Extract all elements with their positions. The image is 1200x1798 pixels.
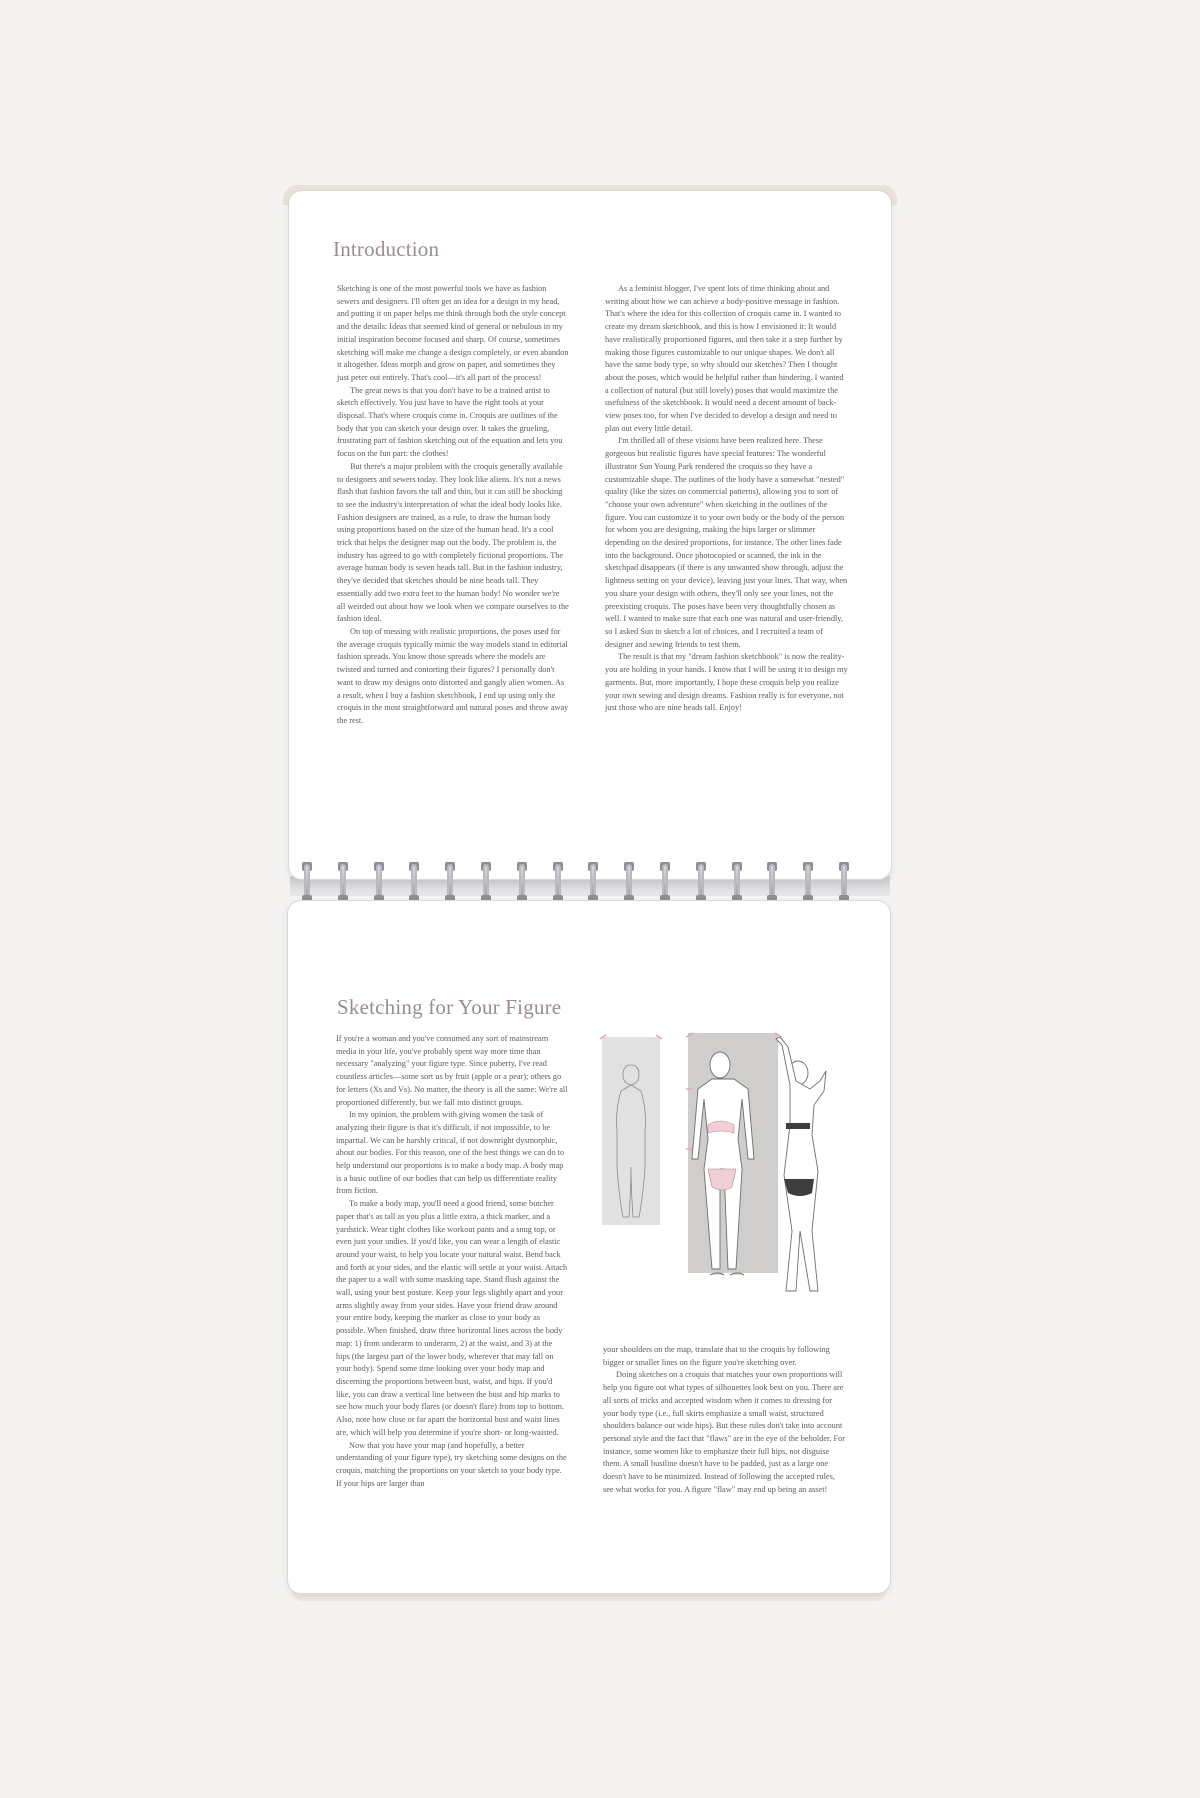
paragraph: Now that you have your map (and hopefully, a better understanding of your figure type), try sketching some designs on the croquis, matching the proportions on your sketch to your body type. If your hips are larger than (336, 1440, 567, 1488)
figure-section-title: Sketching for Your Figure (337, 995, 562, 1019)
paragraph: As a feminist blogger, I've spent lots of time thinking about and writing about how we can achieve a body-positive message in fashion. That's where the idea for this collection of croquis came in. I wanted to create my dream sketchbook, and this is how I envisioned it: It would have realistically proportioned figures, and then take it a step further by making those figures customizable to our unique shapes. We don't all have the same body type, so why should our sketches? Then I thought about the poses, which would be helpful rather than hindering. I wanted a collection of natural (but still lovely) poses that would maximize the usefulness of the sketchbook. It would need a decent amount of back-view poses too, for when I've decided to develop a design and need to plan out every little detail. (605, 284, 844, 433)
underwear (708, 1169, 736, 1190)
paragraph: The result is that my "dream fashion sketchbook" is now the reality-you are holding in your hands. I know that I will be using it to design my garments. But, more importantly, I hope these croquis help you realize your own sewing and design dreams. Fashion really is for everyone, not just those who are nine heads tall. Enjoy! (605, 652, 848, 713)
figure-left-column (336, 1033, 568, 1490)
paragraph: The great news is that you don't have to be a trained artist to sketch effectively. You just have to have the right tools at your disposal. That's where croquis come in. Croquis are outlines of the body that you can sketch your design over. It takes the grueling, frustrating part of fashion sketching out of the equation and lets you focus on the fun part: the clothes! (337, 385, 563, 459)
introduction-title: Introduction (333, 237, 440, 261)
bra (708, 1121, 734, 1133)
paragraph: But there's a major problem with the croquis generally available to designers and sewers today. They look like aliens. It's not a news flash that fashion favors the tall and thin, but it can still be shocking to see the industry's interpretation of what the ideal body looks like. Fashion designers are trained, as a rule, to draw the human body using proportions based on the size of the human head. It's a cool trick that helps the designer map out the body. The problem is, the industry has agreed to go with completely fictional proportions. The average human body is seven heads tall. But in the fashion industry, they've decided that sketches should be nine heads tall. They essentially add two extra feet to the human body! No wonder we're all weirded out about how we look when we compare ourselves to the fashion ideal. (337, 461, 569, 624)
introduction-left-column (337, 283, 569, 728)
paragraph: If you're a woman and you've consumed any sort of mainstream media in your life, you've probably spent way more time than necessary "analyzing" your figure type. Since puberty, I've read countless articles—some sort us by fruit (apple or a pear); others go for letters (Xs and Vs). No matter, the theory is all the same: We're all proportioned differently, but we fall into distinct groups. (336, 1034, 568, 1107)
slippers (710, 1273, 744, 1275)
paragraph: In my opinion, the problem with giving women the task of analyzing their figure is that it's difficult, if not impossible, to be impartial. We can be harshly critical, if not downright dysmorphic, about our bodies. For this reason, one of the best things we can do to help understand our proportions is to make a body map. A body map is a basic outline of our bodies that can help us differentiate reality from fiction. (336, 1110, 565, 1196)
paragraph: your shoulders on the map, translate that to the croquis by following bigger or smaller lines on the figure you're sketching over. (603, 1345, 830, 1367)
page-sketching-for-your-figure (287, 900, 891, 1594)
paragraph: To make a body map, you'll need a good friend, some butcher paper that's as tall as you plus a little extra, a thick marker, and a yardstick. Wear tight clothes like workout pants and a snug top, or even just your undies. If you'd like, you can wear a length of elastic around your waist, to help you locate your natural waist. Bend back and forth at your sides, and the elastic will settle at your waist. Attach the paper to a wall with some masking tape. Stand flush against the wall, using your best posture. Keep your legs slightly apart and your arms slightly away from your sides. Have your friend draw around your entire body, keeping the marker as close to your body as possible. When finished, draw three horizontal lines across the body map: 1) from underarm to underarm, 2) at the waist, and 3) at the hips (the largest part of the lower body, wherever that may fall on your body). Spend some time looking over your body map and discerning the proportions between bust, waist, and hips. If you'd like, you can draw a vertical line between the bust and hip marks to see how much your body flares (or doesn't flare) from top to bottom. Also, note how close or far apart the horizontal bust and waist lines are, which will help you determine if you're short- or long-waisted. (336, 1199, 568, 1437)
paragraph: On top of messing with realistic proportions, the poses used for the average croquis typically mimic the way models stand in editorial fashion spreads. You know those spreads where the models are twisted and turned and contorting their figures? I personally don't want to draw my designs onto distorted and gangly alien women. As a result, when I buy a fashion sketchbook, I end up using only the croquis in the most straightforward and natural poses and throw away the rest. (337, 626, 569, 725)
body-map-illustration (598, 1029, 860, 1319)
figure-right-column (603, 1344, 847, 1496)
paragraph: I'm thrilled all of these visions have been realized here. These gorgeous but realistic figures have special features: The wonderful illustrator Sun Young Park rendered the croquis so they have a customizable shape. The outlines of the body have a somewhat "nested" quality (like the sizes on commercial patterns), allowing you to sort of "choose your own adventure" when sketching in the outlines of the figure. You can customize it to your own body or the body of the person for whom you are designing, making the hips larger or slimmer depending on the desired proportions, for instance. The other lines fade into the background. Once photocopied or scanned, the ink in the sketchpad disappears (if there is any unwanted show through, adjust the lightness setting on your device), leaving just your lines. That way, when you share your design with others, they'll only see your lines, not the preexisting croquis. The poses have been very thoughtfully chosen as well. I wanted to make sure that each one was natural and user-friendly, so I asked Sun to sketch a lot of choices, and I recruited a team of designer and sewing friends to test them. (605, 436, 848, 649)
paragraph: Doing sketches on a croquis that matches your own proportions will help you figure out what types of silhouettes look best on you. There are all sorts of tricks and accepted wisdom when it comes to dressing for your body type (i.e., full skirts emphasize a small waist, structured shoulders balance out wide hips). But these rules don't take into account personal style and the fact that "flaws" are in the eye of the beholder. For instance, some women like to emphasize their full hips, not disguise them. A small bustline doesn't have to be padded, just as a large one doesn't have to be minimized. Instead of following the accepted rules, see what works for you. A figure "flaw" may end up being an asset! (603, 1370, 845, 1494)
introduction-right-column (605, 283, 849, 715)
paragraph: Sketching is one of the most powerful tools we have as fashion sewers and designers. I'll often get an idea for a design in my head, and putting it on paper helps me think through both the style concept and the details: Ideas that seemed kind of general or nebulous in my initial inspiration become focused and sharp. Of course, sometimes sketching will make me change a design completely, or even abandon it altogether. Ideas morph and grow on paper, and sometimes they just peter out entirely. That's cool—it's all part of the process! (337, 284, 569, 382)
page-introduction (288, 190, 892, 880)
dark-bra-strap (786, 1123, 810, 1129)
tracing-figure (776, 1037, 826, 1291)
